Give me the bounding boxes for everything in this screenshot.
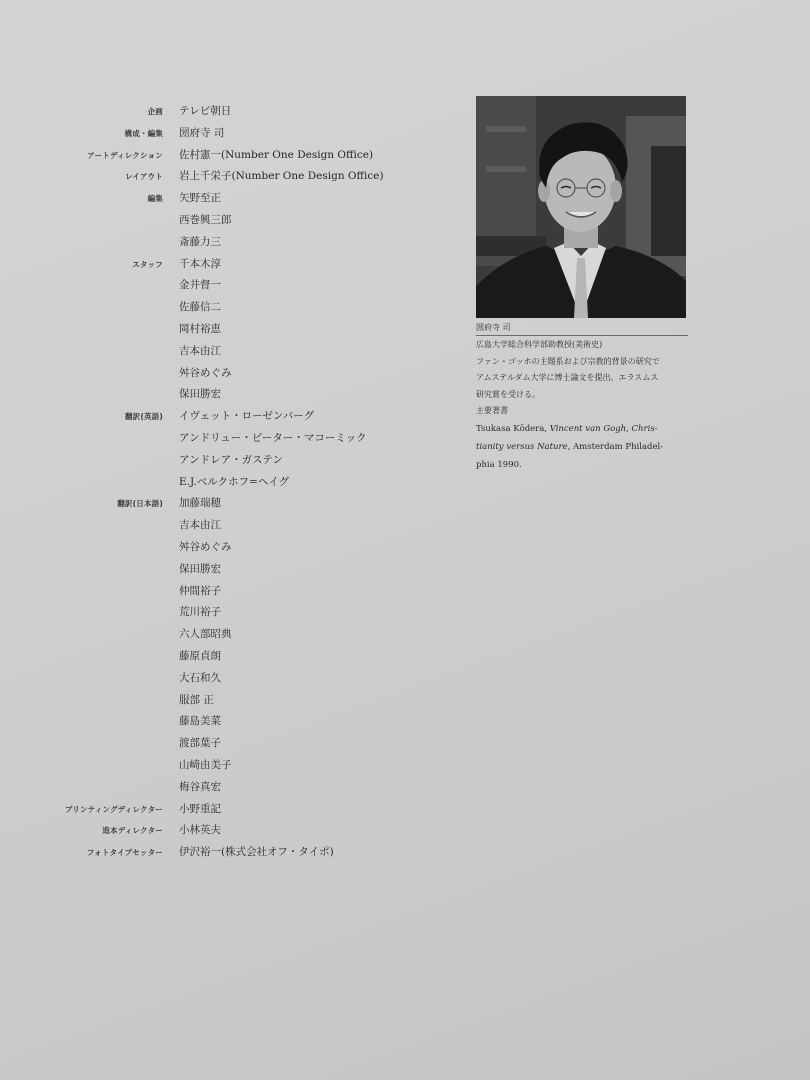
credit-name: 藤原貞朗 bbox=[179, 649, 221, 662]
credit-name: 仲間裕子 bbox=[179, 584, 221, 597]
credit-row bbox=[0, 123, 460, 145]
credit-row bbox=[0, 363, 460, 385]
credit-name: 大石和久 bbox=[179, 671, 221, 684]
credit-row bbox=[0, 254, 460, 276]
credit-row bbox=[0, 341, 460, 363]
credit-name: 舛谷めぐみ bbox=[179, 540, 232, 553]
portrait-illustration bbox=[476, 96, 686, 318]
credit-row bbox=[0, 428, 460, 450]
caption-divider bbox=[476, 335, 688, 336]
credit-name: 小野重記 bbox=[179, 802, 221, 815]
credit-row bbox=[0, 188, 460, 210]
credit-row bbox=[0, 515, 460, 537]
credit-row bbox=[0, 384, 460, 406]
credit-row bbox=[0, 101, 460, 123]
caption-author-name: 圀府寺 司 bbox=[476, 323, 511, 332]
credit-name: 西巻興三郎 bbox=[179, 213, 232, 226]
credit-name: E.J.ベルクホフ=ヘイグ bbox=[179, 475, 290, 488]
book-title-part-2: tianity versus Nature, bbox=[476, 441, 571, 452]
credit-name: 山崎由美子 bbox=[179, 758, 232, 771]
credit-row bbox=[0, 232, 460, 254]
credit-name: アンドリュー・ピーター・マコーミック bbox=[179, 431, 367, 444]
credit-name: 保田勝宏 bbox=[179, 562, 221, 575]
credit-name: 佐藤信二 bbox=[179, 301, 221, 314]
credit-name: 服部 正 bbox=[179, 693, 214, 706]
credit-name: 小林英夫 bbox=[179, 824, 221, 837]
credit-name: 斎藤力三 bbox=[179, 235, 221, 248]
credit-name: 岡村裕恵 bbox=[179, 322, 221, 335]
credit-role: 翻訳(日本語) bbox=[117, 499, 163, 509]
credit-row bbox=[0, 602, 460, 624]
credit-row bbox=[0, 820, 460, 842]
credit-role: 造本ディレクター bbox=[102, 826, 163, 836]
credit-row bbox=[0, 799, 460, 821]
book-citation-line-1 bbox=[476, 420, 694, 438]
credit-row bbox=[0, 275, 460, 297]
credit-role: 翻訳(英語) bbox=[124, 412, 163, 422]
caption-line: アムステルダム大学に博士論文を提出。エラスムス bbox=[476, 373, 659, 382]
credit-row bbox=[0, 581, 460, 603]
credit-role: プリンティングディレクター bbox=[64, 804, 163, 814]
credit-row bbox=[0, 559, 460, 581]
caption-line: 研究賞を受ける。 bbox=[476, 389, 540, 399]
credit-role: 構成・編集 bbox=[124, 128, 163, 138]
book-citation-line-3: phia 1990. bbox=[476, 459, 522, 470]
credit-role: 企画 bbox=[147, 107, 163, 116]
caption-line: ファン・ゴッホの主題系および宗教的背景の研究で bbox=[476, 356, 660, 366]
book-publisher-part-1: Amsterdam Philadel- bbox=[573, 441, 664, 452]
credit-row bbox=[0, 472, 460, 494]
credit-row bbox=[0, 646, 460, 668]
credit-name: 千本木淳 bbox=[179, 257, 221, 270]
credit-role: フォトタイプセッター bbox=[86, 848, 163, 858]
credit-name: 吉本由江 bbox=[179, 519, 221, 532]
credit-name: アンドレア・ガステン bbox=[179, 453, 283, 466]
credit-row bbox=[0, 145, 460, 167]
credit-row bbox=[0, 493, 460, 515]
credit-row bbox=[0, 297, 460, 319]
credit-role: 編集 bbox=[147, 194, 163, 204]
caption-line: 主要著書 bbox=[476, 406, 508, 415]
credit-row bbox=[0, 755, 460, 777]
credit-row bbox=[0, 733, 460, 755]
credit-role: アートディレクション bbox=[87, 150, 163, 160]
credit-row bbox=[0, 450, 460, 472]
credit-name: イヴェット・ローゼンバーグ bbox=[179, 410, 315, 423]
book-title-part-1: Vincent van Gogh, Chris- bbox=[549, 423, 658, 434]
credit-row bbox=[0, 166, 460, 188]
credit-name: 佐村憲一(Number One Design Office) bbox=[179, 148, 374, 161]
credit-row bbox=[0, 319, 460, 341]
book-citation-line-2 bbox=[476, 438, 694, 456]
credit-name: 保田勝宏 bbox=[179, 388, 221, 401]
credit-name: テレビ朝日 bbox=[179, 105, 232, 117]
credit-name: 金井督一 bbox=[179, 279, 221, 292]
credit-name: 六人部昭典 bbox=[179, 628, 232, 641]
credit-name: 舛谷めぐみ bbox=[179, 366, 232, 379]
credit-row bbox=[0, 624, 460, 646]
caption-line: 広島大学総合科学部助教授(美術史) bbox=[476, 340, 603, 349]
credit-row bbox=[0, 668, 460, 690]
book-author: Tsukasa Kōdera, bbox=[476, 423, 548, 434]
credit-role: スタッフ bbox=[132, 259, 163, 269]
credit-role: レイアウト bbox=[125, 172, 163, 182]
credit-name: 加藤瑞穂 bbox=[179, 497, 221, 510]
credit-row bbox=[0, 537, 460, 559]
author-caption bbox=[476, 320, 694, 474]
credit-name: 伊沢裕一(株式会社オフ・タイポ) bbox=[179, 846, 334, 859]
credit-name: 荒川裕子 bbox=[179, 606, 221, 619]
credit-row bbox=[0, 711, 460, 733]
credit-row bbox=[0, 842, 460, 864]
author-portrait-photo bbox=[476, 96, 686, 318]
credit-row bbox=[0, 777, 460, 799]
credit-row bbox=[0, 406, 460, 428]
credit-name: 吉本由江 bbox=[179, 344, 221, 357]
credit-row bbox=[0, 210, 460, 232]
credits-list bbox=[0, 101, 460, 864]
credit-name: 岩上千栄子(Number One Design Office) bbox=[179, 170, 384, 183]
credit-row bbox=[0, 690, 460, 712]
credit-name: 圀府寺 司 bbox=[179, 126, 225, 139]
credit-name: 渡部葉子 bbox=[179, 737, 221, 750]
credit-name: 梅谷真宏 bbox=[179, 780, 221, 793]
credit-name: 矢野至正 bbox=[179, 192, 221, 205]
credit-name: 藤島美菜 bbox=[179, 715, 221, 728]
